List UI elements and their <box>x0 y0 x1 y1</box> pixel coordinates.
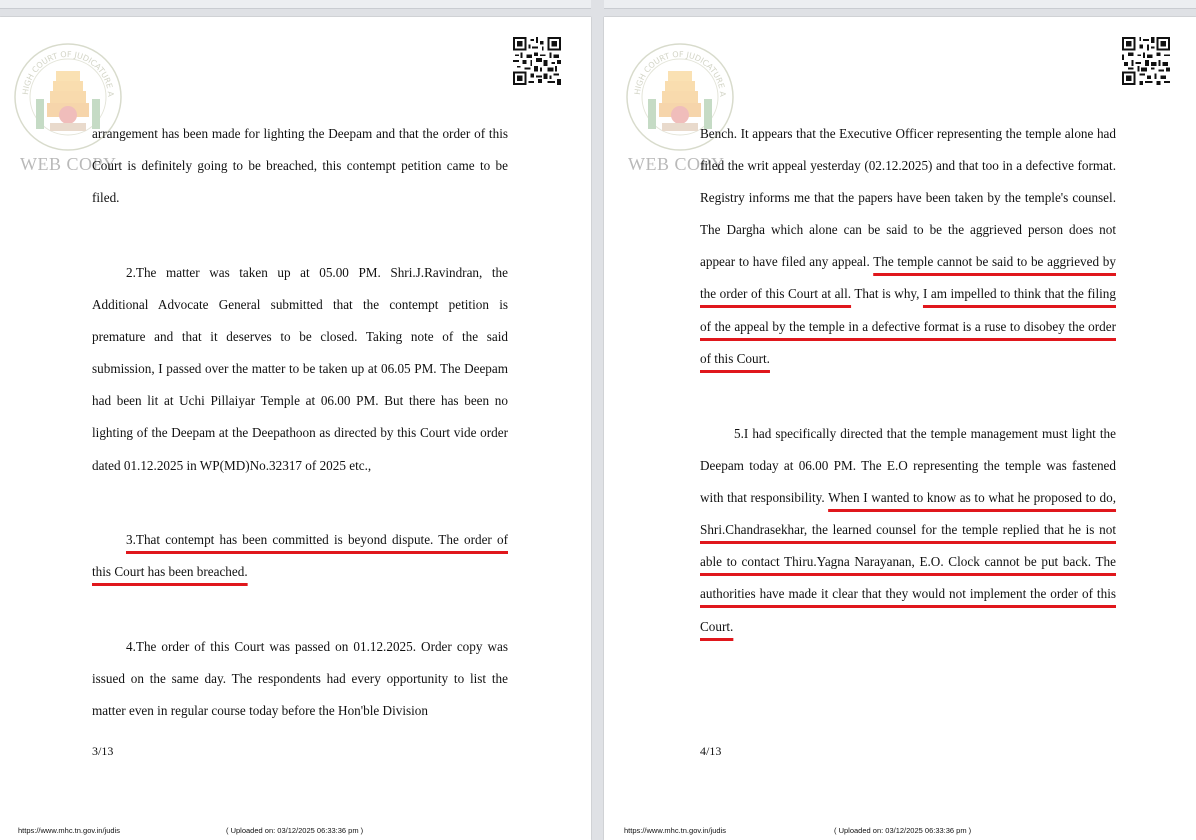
paragraph-5 <box>700 418 1116 643</box>
page-number: 3/13 <box>92 744 114 758</box>
previous-page-edge <box>604 0 1196 9</box>
highlight-counsel-reply: When I wanted to know as to what he proposed to do, Shri.Chandrasekhar, the learned counsel for the temple replied that he is not able to contact Thiru.Yagna Narayanan, E.O. Clock cannot be put back. The authorities have made it clear that they would not implement the order of this Court. <box>700 490 1117 634</box>
document-page-3[interactable] <box>0 17 591 840</box>
page-number: 4/13 <box>700 744 722 758</box>
paragraph-continued-text: Bench. It appears that the Executive Officer representing the temple alone had filed the writ appeal yesterday (02.12.2025) and that too in a defective format. Registry informs me that the papers have been taken by the temple's counsel. The Dargha which alone can be said to be the aggrieved person does not appear to have filed any appeal. <box>700 126 1116 270</box>
footer-uploaded: ( Uploaded on: 03/12/2025 06:33:36 pm ) <box>834 826 972 835</box>
paragraph-4-text: 4.The order of this Court was passed on 01.12.2025. Order copy was issued on the same day. The respondents had every opportunity to list the matter even in regular course today before the Hon'ble Division <box>92 639 508 719</box>
paragraph-3 <box>92 524 508 588</box>
highlight-ruse-to-disobey: I am impelled to think that the filing of the appeal by the temple in a defective format is a ruse to disobey the order of this Court. <box>700 286 1116 366</box>
footer-uploaded: ( Uploaded on: 03/12/2025 06:33:36 pm ) <box>226 826 364 835</box>
previous-page-edge <box>0 0 591 9</box>
qr-code[interactable] <box>513 37 561 85</box>
paragraph-continued: arrangement has been made for lighting the Deepam and that the order of this Court is definitely going to be breached, this contempt petition came to be filed. <box>92 126 508 206</box>
document-page-4[interactable] <box>604 17 1196 840</box>
paragraph-continued <box>700 118 1116 375</box>
paragraph-4 <box>92 631 508 727</box>
web-copy-watermark: WEB COPY <box>20 154 117 174</box>
paragraph-continued-mid: That is why, <box>851 286 923 302</box>
web-copy-watermark: WEB COPY <box>628 154 725 174</box>
paragraph-2 <box>92 257 508 482</box>
paragraph-3-highlighted-text: 3.That contempt has been committed is beyond dispute. The order of this Court has been breached. <box>92 532 508 580</box>
highlight-temple-not-aggrieved: The temple cannot be said to be aggrieved by the order of this Court at all. <box>700 254 1116 302</box>
qr-code[interactable] <box>1122 37 1170 85</box>
footer-url[interactable]: https://www.mhc.tn.gov.in/judis <box>18 826 120 835</box>
paragraph-5-text: 5.I had specifically directed that the temple management must light the Deepam today at 06.00 PM. The E.O representing the temple was fastened with that responsibility. <box>700 426 1116 506</box>
footer-url[interactable]: https://www.mhc.tn.gov.in/judis <box>624 826 726 835</box>
svg-text:HIGH COURT OF JUDICATURE AT MA: HIGH COURT OF JUDICATURE A <box>20 49 116 97</box>
paragraph-2-text: 2.The matter was taken up at 05.00 PM. Shri.J.Ravindran, the Additional Advocate General submitted that the contempt petition is premature and that it deserves to be closed. Taking note of the said submission, I passed over the matter to be taken up at 06.05 PM. The Deepam had been lit at Uchi Pillaiyar Temple at 06.00 PM. But there has been no lighting of the Deepam at the Deepathoon as directed by this Court vide order dated 01.12.2025 in WP(MD)No.32317 of 2025 etc., <box>92 265 508 473</box>
svg-text:HIGH COURT OF JUDICATURE AT MA: HIGH COURT OF JUDICATURE A <box>632 49 728 97</box>
